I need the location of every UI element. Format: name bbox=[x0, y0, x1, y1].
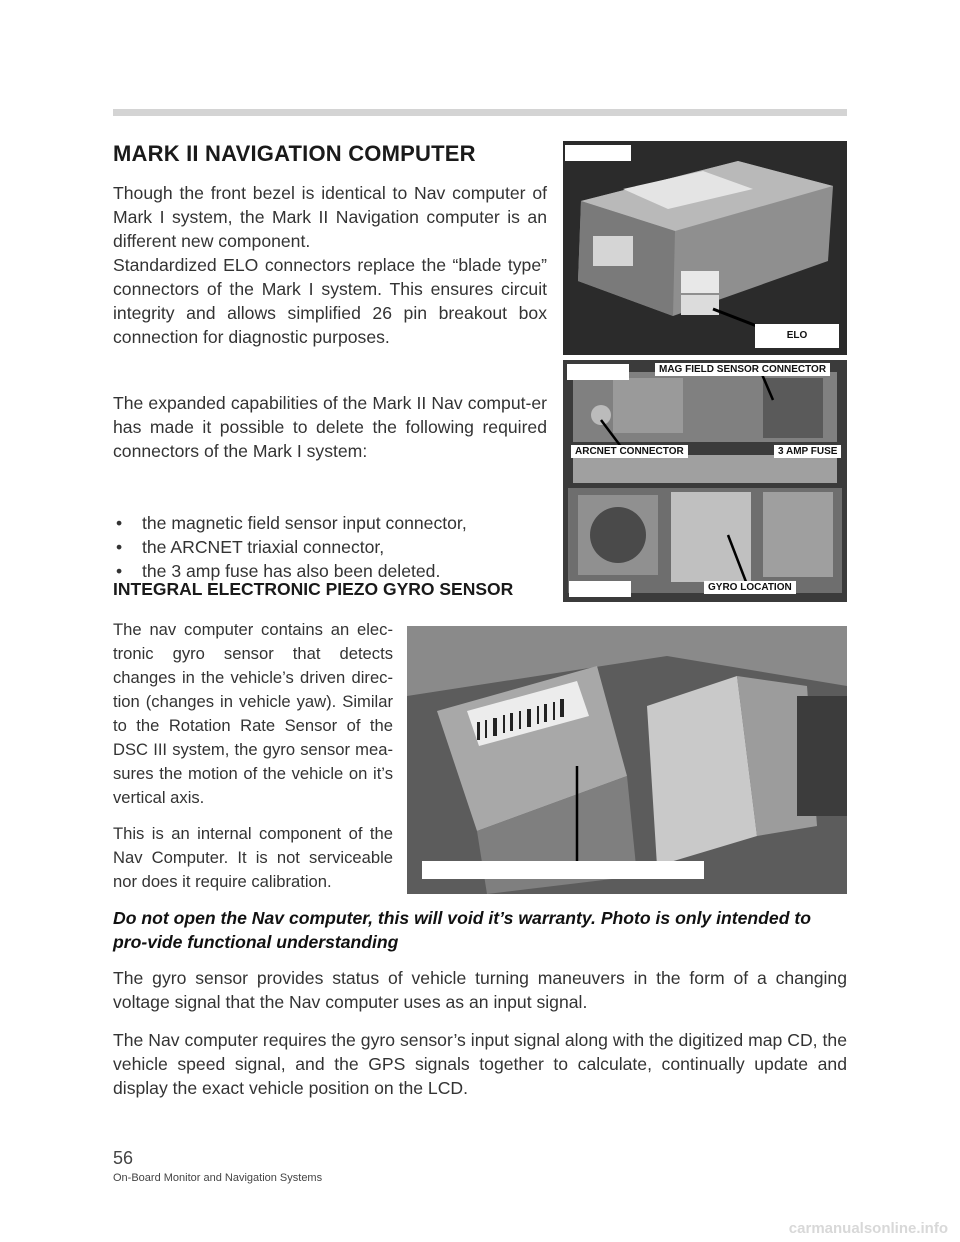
section-heading-mark2: MARK II NAVIGATION COMPUTER bbox=[113, 141, 476, 166]
label-arcnet: ARCNET CONNECTOR bbox=[571, 445, 688, 458]
intro-paragraph-2: Standardized ELO connectors replace the “blade type” connectors of the Mark I system. This ensures circuit integrity and allows simplified 26 pin breakout box connection for diagnostic purposes. bbox=[113, 255, 547, 347]
section-heading-gyro: INTEGRAL ELECTRONIC PIEZO GYRO SENSOR bbox=[113, 579, 514, 599]
label-mag-field: MAG FIELD SENSOR CONNECTOR bbox=[655, 363, 830, 376]
deleted-connectors-list bbox=[113, 511, 553, 583]
photo-nav-computer bbox=[563, 141, 847, 355]
warning-note: Do not open the Nav computer, this will void it’s warranty. Photo is only intended to pro-vide functional understanding bbox=[113, 908, 811, 952]
photo-gyro-sensor bbox=[407, 626, 847, 894]
gyro-paragraph-1: The nav computer contains an elec-tronic gyro sensor that detects changes in the vehicle’s driven direc-tion (changes in vehicle yaw). Similar to the Rotation Rate Sensor of the DSC III system, the gyro sensor mea-sures the motion of the vehicle on it’s vertical axis. bbox=[113, 620, 393, 807]
label-blank bbox=[569, 581, 631, 597]
label-elo: ELO bbox=[755, 324, 839, 348]
top-rule bbox=[113, 109, 847, 116]
closing-paragraph-1: The gyro sensor provides status of vehicle turning maneuvers in the form of a changing voltage signal that the Nav computer uses as an input signal. bbox=[113, 968, 847, 1012]
list-item: • the magnetic field sensor input connector, bbox=[113, 511, 553, 535]
intro-paragraph-1: Though the front bezel is identical to Nav computer of Mark I system, the Mark II Navigation computer is an different new component. bbox=[113, 183, 547, 251]
list-item: • the 3 amp fuse has also been deleted. bbox=[113, 559, 553, 583]
closing-paragraph-2: The Nav computer requires the gyro sensor’s input signal along with the digitized map CD, the vehicle speed signal, and the GPS signals together to calculate, continually update and display the exact vehicle position on the LCD. bbox=[113, 1030, 847, 1098]
list-item: • the ARCNET triaxial connector, bbox=[113, 535, 553, 559]
label-blank bbox=[567, 364, 629, 380]
label-blank bbox=[565, 145, 631, 161]
watermark: carmanualsonline.info bbox=[788, 1220, 948, 1237]
page-number: 56 bbox=[113, 1148, 134, 1168]
label-fuse: 3 AMP FUSE bbox=[774, 445, 841, 458]
intro-paragraph-3: The expanded capabilities of the Mark II Nav comput-er has made it possible to delete the following required connectors of the Mark I system: bbox=[113, 393, 547, 461]
document-title: On-Board Monitor and Navigation Systems bbox=[113, 1172, 323, 1184]
label-gyro-location: GYRO LOCATION bbox=[704, 581, 796, 594]
label-blank bbox=[422, 861, 704, 879]
gyro-paragraph-2: This is an internal component of the Nav Computer. It is not serviceable nor does it require calibration. bbox=[113, 824, 393, 891]
photo-connectors bbox=[563, 360, 847, 602]
